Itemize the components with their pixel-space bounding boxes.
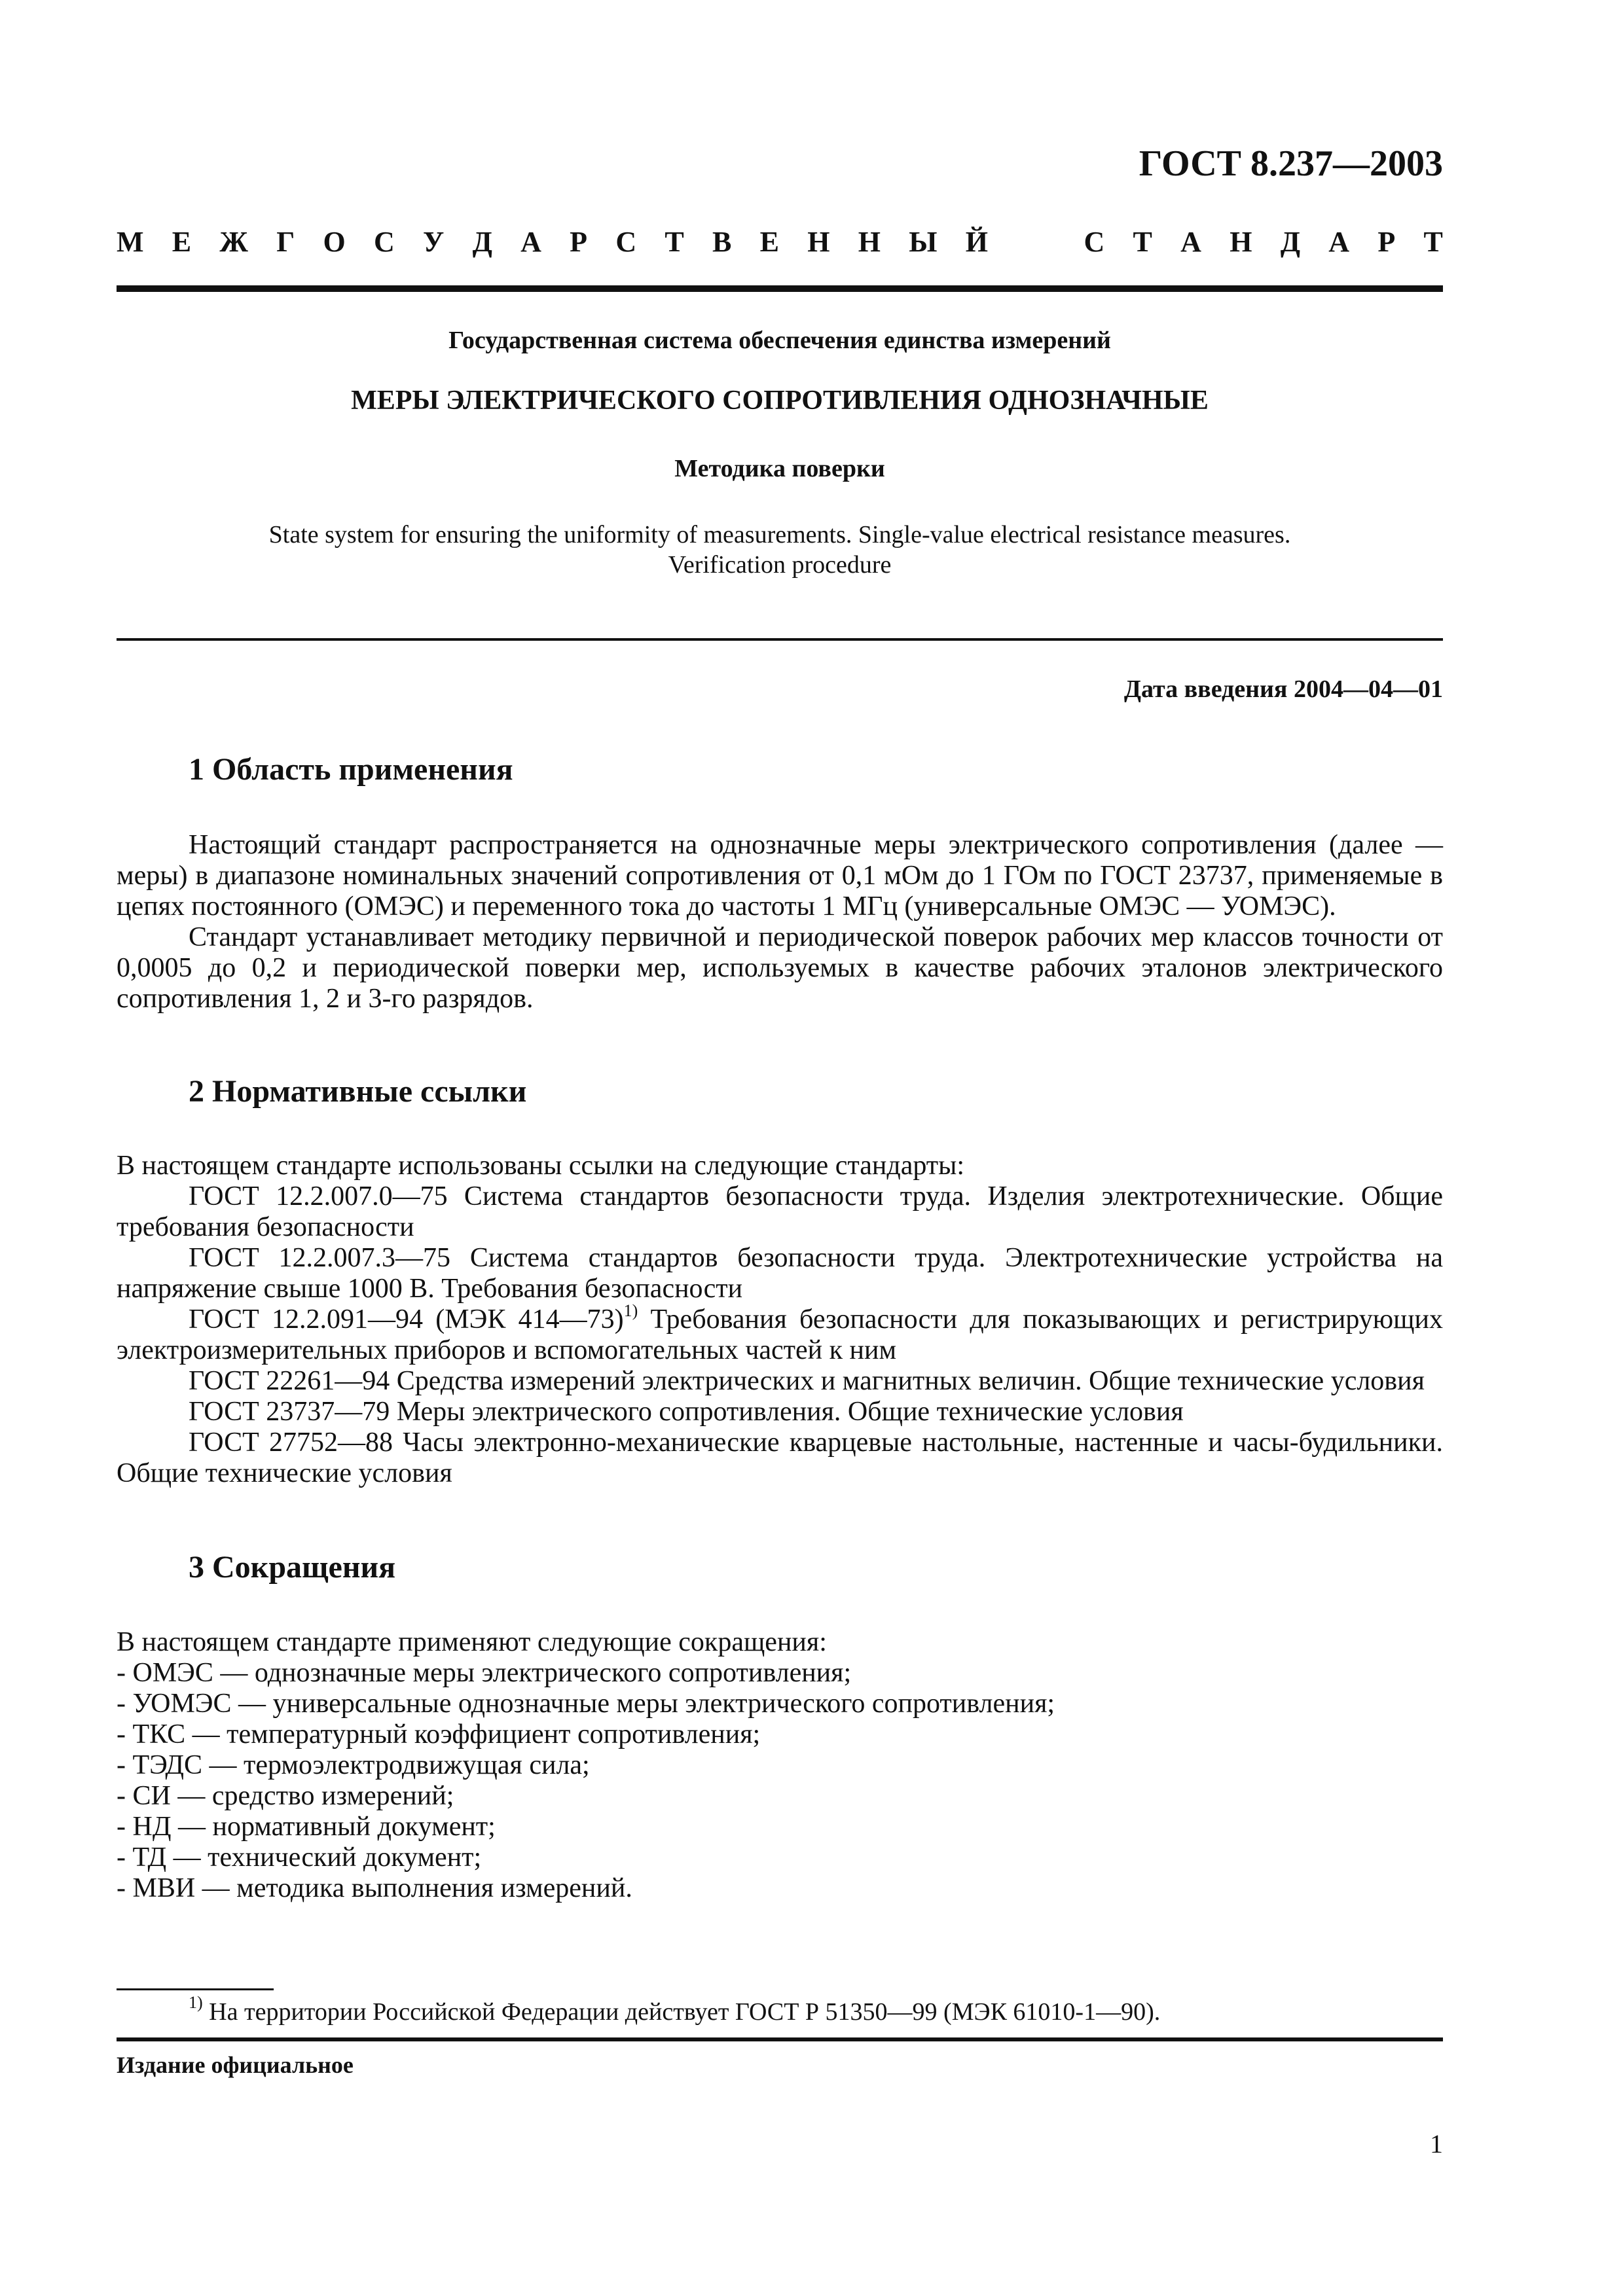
- banner-letter: Е: [759, 226, 779, 258]
- abbreviation-item: - СИ — средство измерений;: [117, 1781, 454, 1811]
- section-heading-scope: 1 Область применения: [189, 752, 513, 787]
- introduction-date: Дата введения 2004—04—01: [1123, 675, 1443, 703]
- banner-letter: Т: [1133, 226, 1152, 258]
- footnote-text: На территории Российской Федерации действует ГОСТ Р 51350—99 (МЭК 61010-1—90).: [202, 1998, 1161, 2026]
- footnote-divider: [117, 1988, 274, 1990]
- banner-letter: А: [520, 226, 541, 258]
- reference-text: ГОСТ 12.2.091—94 (МЭК 414—73): [189, 1304, 624, 1335]
- document-page: [117, 0, 1443, 2296]
- abbreviation-item: - ТД — технический документ;: [117, 1842, 482, 1873]
- english-title-line: Verification procedure: [668, 551, 892, 579]
- banner-letter: А: [1328, 226, 1350, 258]
- banner-letter: Р: [570, 226, 588, 258]
- banner-letter: Ж: [219, 226, 248, 258]
- banner-letter: С: [615, 226, 637, 258]
- banner-letter: Н: [1230, 226, 1252, 258]
- abbreviations-intro: В настоящем стандарте применяют следующие сокращения:: [117, 1627, 827, 1657]
- banner-letter: А: [1180, 226, 1201, 258]
- section-references-body: [117, 1151, 1443, 1489]
- section-scope-body: [117, 830, 1443, 1014]
- footnote-mark: 1): [189, 1993, 203, 2012]
- references-intro: В настоящем стандарте использованы ссылки на следующие стандарты:: [117, 1151, 965, 1181]
- reference-item: [117, 1301, 1444, 1366]
- abbreviation-item: - МВИ — методика выполнения измерений.: [117, 1873, 632, 1903]
- banner-letter: Т: [665, 226, 684, 258]
- section-heading-abbreviations: 3 Сокращения: [189, 1550, 396, 1585]
- banner-letter: Е: [172, 226, 192, 258]
- banner-letter: С: [1084, 226, 1105, 258]
- abbreviation-item: - ТЭДС — термоэлектродвижущая сила;: [117, 1750, 590, 1780]
- page-number: 1: [1430, 2129, 1443, 2159]
- abbreviation-item: - ОМЭС — однозначные меры электрического сопротивления;: [117, 1658, 852, 1688]
- banner-letter: Ы: [909, 226, 938, 258]
- banner-letter: Н: [807, 226, 830, 258]
- reference-item: ГОСТ 23737—79 Меры электрического сопротивления. Общие технические условия: [189, 1397, 1184, 1427]
- footer-divider: [117, 2037, 1443, 2041]
- abbreviation-item: - УОМЭС — универсальные однозначные меры электрического сопротивления;: [117, 1689, 1055, 1719]
- banner-letter: Н: [858, 226, 881, 258]
- banner-letter: Р: [1377, 226, 1396, 258]
- abbreviation-item: - ТКС — температурный коэффициент сопротивления;: [117, 1719, 761, 1749]
- abbreviations-list: [117, 1658, 1443, 1904]
- footnote-marker: 1): [623, 1301, 638, 1320]
- banner-letter: Й: [965, 226, 988, 258]
- banner-letter: Т: [1423, 226, 1443, 258]
- reference-item: ГОСТ 27752—88 Часы электронно-механические кварцевые настольные, настенные и часы-будильники. Общие технические условия: [117, 1427, 1443, 1488]
- main-title: МЕРЫ ЭЛЕКТРИЧЕСКОГО СОПРОТИВЛЕНИЯ ОДНОЗНАЧНЫЕ: [351, 386, 1209, 416]
- banner-letter: О: [323, 226, 346, 258]
- reference-item: ГОСТ 12.2.007.0—75 Система стандартов безопасности труда. Изделия электротехнические. Общие требования безопасности: [117, 1181, 1443, 1242]
- reference-item: ГОСТ 22261—94 Средства измерений электрических и магнитных величин. Общие технические условия: [189, 1366, 1425, 1396]
- reference-text: Требования безопасности для показывающих и регистрирующих электроизмерительных приборов и вспомогательных частей к ним: [117, 1304, 1444, 1365]
- english-title-line: State system for ensuring the uniformity of measurements. Single-value electrical resistance measures.: [268, 521, 1291, 548]
- gost-number: ГОСТ 8.237—2003: [1139, 143, 1443, 184]
- section-abbreviations-body: [117, 1627, 1443, 1904]
- banner-gap: [1016, 228, 1055, 257]
- banner-letter: Г: [276, 226, 295, 258]
- method-title: Методика поверки: [674, 455, 885, 482]
- system-title: Государственная система обеспечения единства измерений: [448, 327, 1111, 354]
- banner-letter: Д: [1280, 226, 1300, 258]
- footnote: [189, 1993, 1161, 2026]
- banner-letter: Д: [472, 226, 492, 258]
- title-divider: [117, 638, 1443, 641]
- english-title: [117, 520, 1443, 580]
- header-divider: [117, 285, 1443, 292]
- abbreviation-item: - НД — нормативный документ;: [117, 1812, 496, 1842]
- banner-letter: У: [423, 226, 445, 258]
- scope-paragraph: Настоящий стандарт распространяется на однозначные меры электрического сопротивления (далее — меры) в диапазоне номинальных значений сопротивления от 0,1 мОм до 1 ГОм по ГОСТ 23737, применяемые в цепях постоянного (ОМЭС) и переменного тока до частоты 1 МГц (универсальные ОМЭС — УОМЭС).: [117, 830, 1443, 922]
- banner-letter: М: [117, 226, 144, 258]
- banner-letter: В: [712, 226, 732, 258]
- scope-paragraph: Стандарт устанавливает методику первичной и периодической поверок рабочих мер классов точности от 0,0005 до 0,2 и периодической поверки мер, используемых в качестве рабочих эталонов электрического сопротивления 1, 2 и 3-го разрядов.: [117, 922, 1443, 1014]
- reference-item: ГОСТ 12.2.007.3—75 Система стандартов безопасности труда. Электротехнические устройства на напряжение свыше 1000 В. Требования безопасности: [117, 1243, 1443, 1304]
- section-heading-references: 2 Нормативные ссылки: [189, 1074, 527, 1109]
- banner-letter: С: [373, 226, 395, 258]
- interstate-standard-banner: [117, 228, 1443, 257]
- edition-label: Издание официальное: [117, 2052, 354, 2078]
